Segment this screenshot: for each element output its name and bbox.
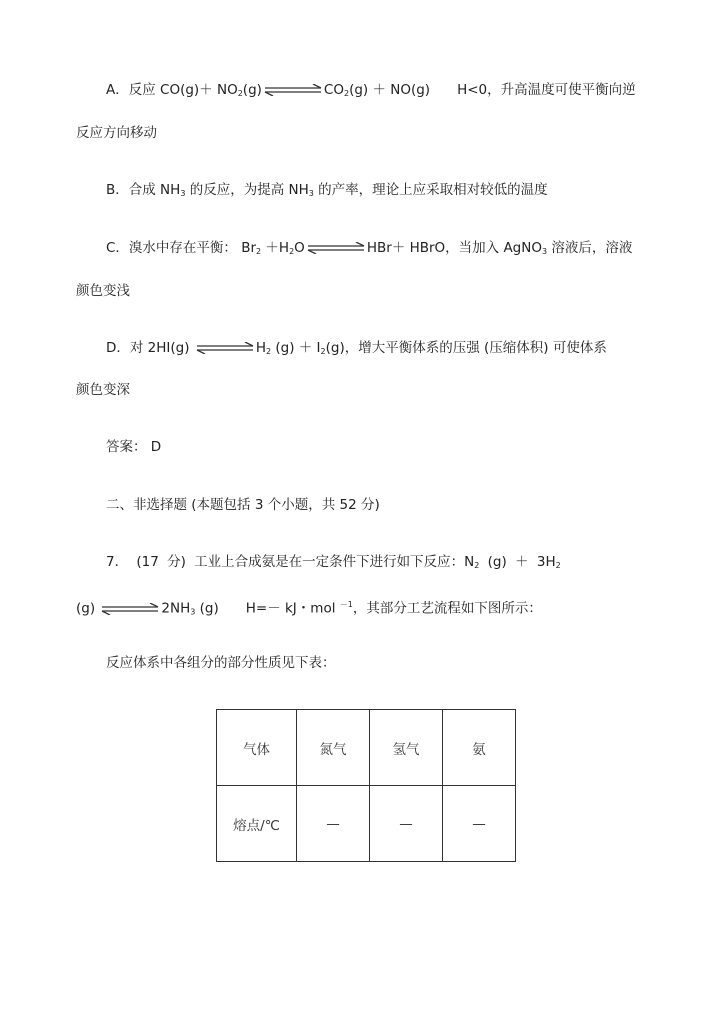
answer: 答案： D: [106, 439, 162, 455]
table-intro: 反应体系中各组分的部分性质见下表：: [106, 655, 336, 671]
header-cell: 氢气: [370, 710, 443, 786]
header-cell: 氮气: [297, 710, 370, 786]
section-heading: 二、非选择题 (本题包括 3 个小题，共 52 分): [106, 497, 380, 513]
table-row: [217, 786, 516, 862]
table-header-row: [217, 710, 516, 786]
equilibrium-arrow-icon: [195, 342, 255, 354]
question-7-line1: 7． (17 分) 工业上合成氨是在一定条件下进行如下反应：$N_2$ $(g) + 3H_2$: [106, 554, 561, 570]
table-cell: —: [370, 786, 443, 862]
table-cell: —: [443, 786, 516, 862]
equilibrium-arrow-icon: [306, 242, 366, 254]
option-c-line2: 颜色变浅: [76, 283, 130, 299]
table-cell: 熔点/℃: [217, 786, 297, 862]
option-c-line1: C．溴水中存在平衡： $Br_2 +H_2O$ HBr＋ HBrO，当加入 AgNO$_3$ 溶液后，溶液: [106, 240, 633, 256]
properties-table: [216, 709, 516, 862]
option-a-line1: A．反应 $CO(g)+ NO_2(g) CO_2(g) + NO(g)$ H<0，升高温度可使平衡向逆: [106, 82, 636, 98]
equilibrium-arrow-icon: [100, 603, 160, 615]
option-a-line2: 反应方向移动: [76, 125, 157, 141]
question-7-line2: (g) $2NH_3$ (g) H=－ kJ・mol $^{-1}$，其部分工艺流程如下图所示：: [76, 600, 542, 617]
option-d-line1: D．对 2HI(g) $H_2$ $(g) + I_2(g)$，增大平衡体系的压强 (压缩体积) 可使体系: [106, 340, 607, 356]
header-cell: 气体: [217, 710, 297, 786]
table-cell: —: [297, 786, 370, 862]
equilibrium-arrow-icon: [263, 84, 323, 96]
header-cell: 氨: [443, 710, 516, 786]
option-d-line2: 颜色变深: [76, 382, 130, 398]
option-b: B．合成 $NH_3$ 的反应，为提高 $NH_3$ 的产率，理论上应采取相对较低的温度: [106, 182, 548, 198]
